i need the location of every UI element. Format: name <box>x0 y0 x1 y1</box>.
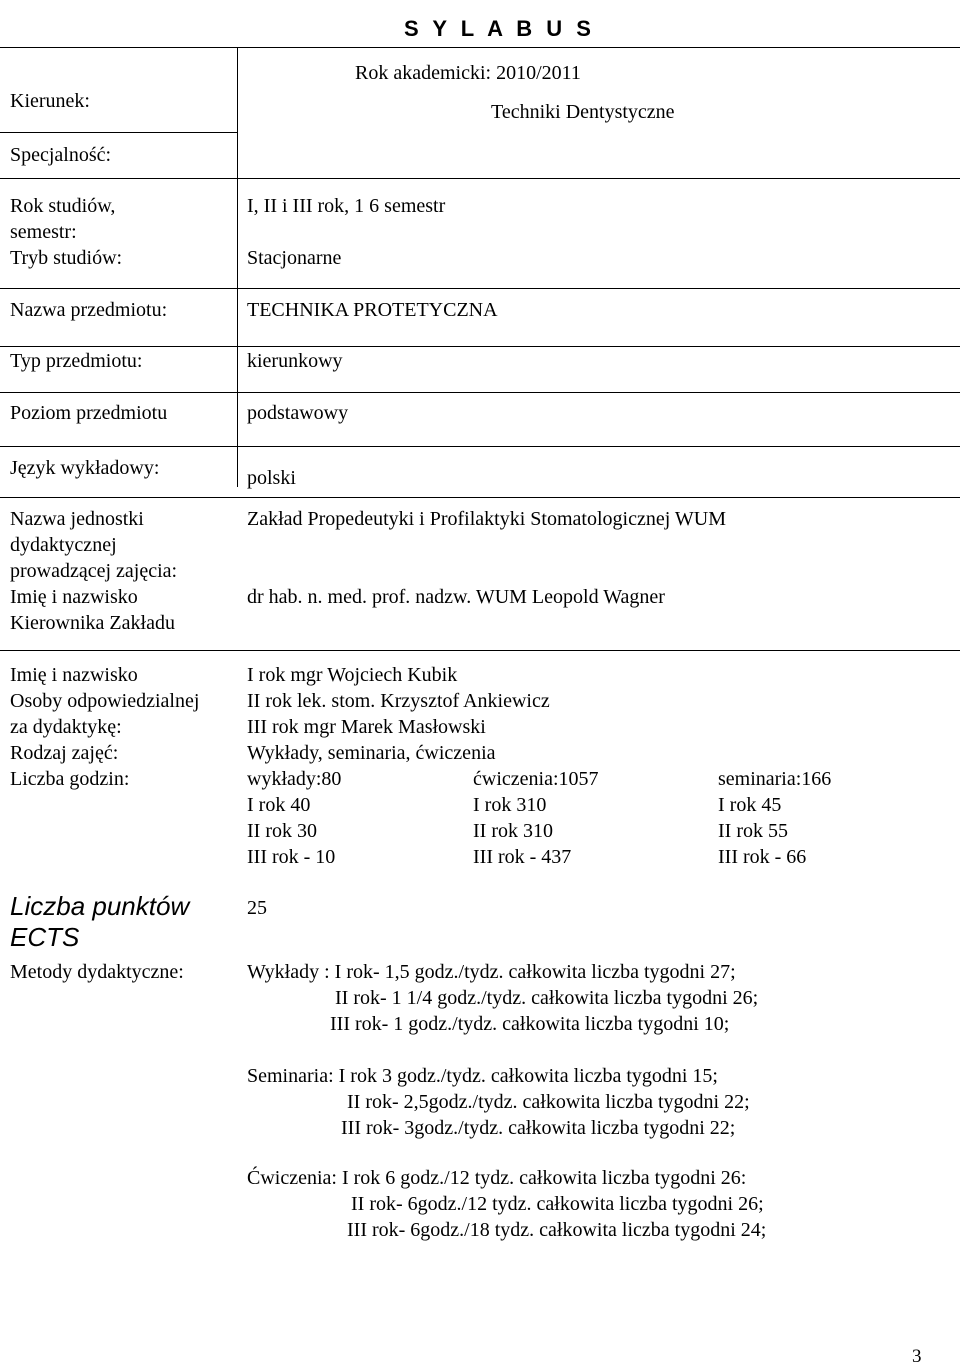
label-semestr: semestr: <box>10 221 77 243</box>
page-number: 3 <box>912 1346 922 1367</box>
hours-cwiczenia-total: ćwiczenia:1057 <box>473 768 599 790</box>
hours-wyklady-rok-2: II rok 30 <box>247 820 317 842</box>
value-ects: 25 <box>247 897 267 919</box>
label-rodzaj-zajec: Rodzaj zajęć: <box>10 742 119 764</box>
label-jednostka-2: dydaktycznej <box>10 534 117 556</box>
label-liczba-godzin: Liczba godzin: <box>10 768 130 790</box>
label-specjalnosc: Specjalność: <box>10 144 112 166</box>
label-kierownik-2: Kierownika Zakładu <box>10 612 175 634</box>
row-divider <box>0 650 960 651</box>
hours-wyklady-rok-1: I rok 40 <box>247 794 311 816</box>
label-kierunek: Kierunek: <box>10 90 90 112</box>
value-osoba-rok-2: II rok lek. stom. Krzysztof Ankiewicz <box>247 690 550 712</box>
value-jednostka: Zakład Propedeutyki i Profilaktyki Stomatologicznej WUM <box>247 508 726 530</box>
hours-cwiczenia-rok-3: III rok - 437 <box>473 846 572 868</box>
metody-seminaria-rok-3: III rok- 3godz./tydz. całkowita liczba tygodni 22; <box>341 1117 736 1139</box>
value-poziom-przedmiotu: podstawowy <box>247 402 349 424</box>
row-divider <box>0 132 237 133</box>
metody-cwiczenia-rok-2: II rok- 6godz./12 tydz. całkowita liczba tygodni 26; <box>351 1193 764 1215</box>
hours-seminaria-rok-3: III rok - 66 <box>718 846 807 868</box>
value-typ-przedmiotu: kierunkowy <box>247 350 343 372</box>
metody-wyklady-rok-1: Wykłady : I rok- 1,5 godz./tydz. całkowita liczba tygodni 27; <box>247 961 736 983</box>
value-rok-studiow: I, II i III rok, 1 6 semestr <box>247 195 446 217</box>
label-poziom-przedmiotu: Poziom przedmiotu <box>10 402 168 424</box>
metody-cwiczenia-rok-1: Ćwiczenia: I rok 6 godz./12 tydz. całkowita liczba tygodni 26: <box>247 1167 747 1189</box>
hours-wyklady-rok-3: III rok - 10 <box>247 846 336 868</box>
table-column-divider <box>237 47 238 487</box>
hours-seminaria-total: seminaria:166 <box>718 768 832 790</box>
page-title: S Y L A B U S <box>404 16 595 41</box>
label-jednostka-3: prowadzącej zajęcia: <box>10 560 178 582</box>
table-border-top <box>0 47 960 48</box>
label-typ-przedmiotu: Typ przedmiotu: <box>10 350 143 372</box>
value-kierownik: dr hab. n. med. prof. nadzw. WUM Leopold Wagner <box>247 586 665 608</box>
hours-cwiczenia-rok-1: I rok 310 <box>473 794 547 816</box>
value-tryb: Stacjonarne <box>247 247 342 269</box>
metody-wyklady-rok-3: III rok- 1 godz./tydz. całkowita liczba tygodni 10; <box>330 1013 730 1035</box>
academic-year: Rok akademicki: 2010/2011 <box>355 62 581 84</box>
value-osoba-rok-1: I rok mgr Wojciech Kubik <box>247 664 458 686</box>
label-rok-studiow: Rok studiów, <box>10 195 116 217</box>
label-nazwa-przedmiotu: Nazwa przedmiotu: <box>10 299 168 321</box>
metody-cwiczenia-rok-3: III rok- 6godz./18 tydz. całkowita liczba tygodni 24; <box>347 1219 767 1241</box>
row-divider <box>0 497 960 498</box>
label-kierownik-1: Imię i nazwisko <box>10 586 138 608</box>
hours-seminaria-rok-1: I rok 45 <box>718 794 782 816</box>
metody-wyklady-rok-2: II rok- 1 1/4 godz./tydz. całkowita liczba tygodni 26; <box>335 987 759 1009</box>
label-metody: Metody dydaktyczne: <box>10 961 184 983</box>
row-divider <box>0 446 960 447</box>
label-jezyk: Język wykładowy: <box>10 457 160 479</box>
metody-seminaria-rok-2: II rok- 2,5godz./tydz. całkowita liczba tygodni 22; <box>347 1091 750 1113</box>
label-jednostka-1: Nazwa jednostki <box>10 508 144 530</box>
value-nazwa-przedmiotu: TECHNIKA PROTETYCZNA <box>247 299 498 321</box>
hours-wyklady-total: wykłady:80 <box>247 768 342 790</box>
hours-cwiczenia-rok-2: II rok 310 <box>473 820 553 842</box>
label-osoby-1: Imię i nazwisko <box>10 664 138 686</box>
label-ects-1: Liczba punktów <box>10 891 190 921</box>
value-osoba-rok-3: III rok mgr Marek Masłowski <box>247 716 486 738</box>
hours-seminaria-rok-2: II rok 55 <box>718 820 788 842</box>
label-osoby-3: za dydaktykę: <box>10 716 122 738</box>
value-jezyk: polski <box>247 467 296 489</box>
row-divider <box>0 288 960 289</box>
metody-seminaria-rok-1: Seminaria: I rok 3 godz./tydz. całkowita liczba tygodni 15; <box>247 1065 718 1087</box>
row-divider <box>0 178 960 179</box>
program-name: Techniki Dentystyczne <box>491 101 675 123</box>
value-rodzaj-zajec: Wykłady, seminaria, ćwiczenia <box>247 742 496 764</box>
label-tryb: Tryb studiów: <box>10 247 123 269</box>
label-osoby-2: Osoby odpowiedzialnej <box>10 690 200 712</box>
label-ects-2: ECTS <box>10 922 80 952</box>
row-divider <box>0 392 960 393</box>
row-divider <box>0 346 960 347</box>
